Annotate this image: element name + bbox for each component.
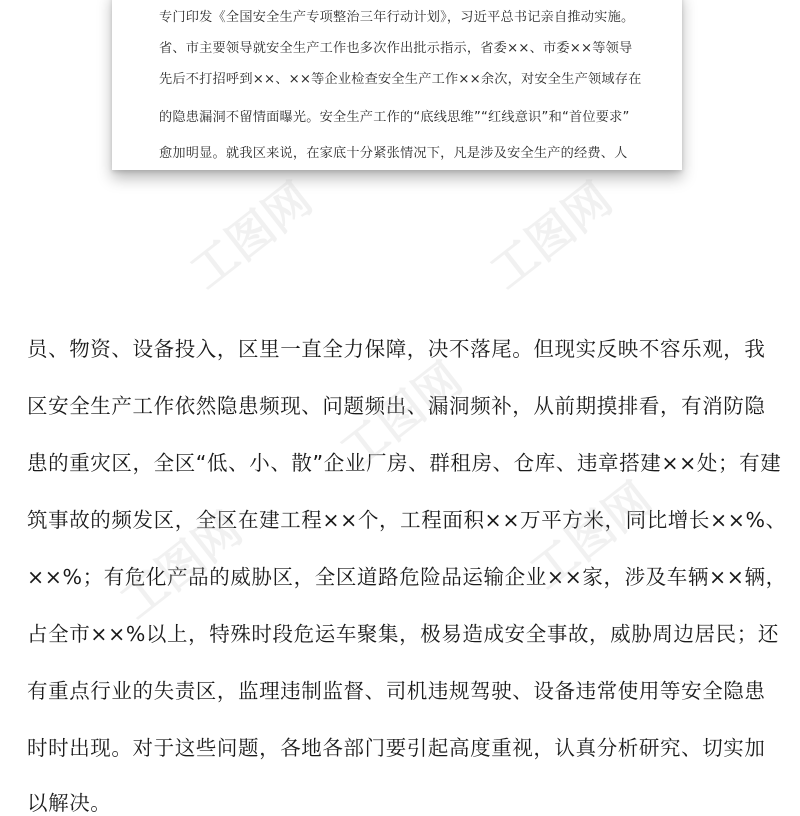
body-text-line: 筑事故的频发区，全区在建工程××个，工程面积××万平方米，同比增长××%、	[27, 508, 787, 532]
body-text-line: 区安全生产工作依然隐患频现、问题频出、漏洞频补，从前期摸排看，有消防隐	[27, 394, 766, 418]
card-text-line: 专门印发《全国安全生产专项整治三年行动计划》，习近平总书记亲自推动实施。	[159, 10, 635, 25]
body-text-line: 时时出现。对于这些问题，各地各部门要引起高度重视，认真分析研究、切实加	[27, 736, 766, 760]
body-text-line: 占全市××%以上，特殊时段危运车聚集，极易造成安全事故，威胁周边居民；还	[27, 622, 779, 646]
watermark: 工图网	[479, 171, 622, 300]
watermark: 工图网	[519, 471, 662, 600]
card-text-line: 省、市主要领导就安全生产工作也多次作出批示指示，省委××、市委××等领导	[159, 41, 633, 56]
body-text-line: ××%；有危化产品的威胁区，全区道路危险品运输企业××家，涉及车辆××辆，	[27, 565, 787, 589]
body-text-line: 患的重灾区，全区“低、小、散”企业厂房、群租房、仓库、违章搭建××处；有建	[27, 451, 782, 475]
watermark: 工图网	[109, 501, 252, 630]
body-text-line: 有重点行业的失责区，监理违制监督、司机违规驾驶、设备违常使用等安全隐患	[27, 679, 766, 703]
card-text-line: 愈加明显。就我区来说，在家底十分紧张情况下，凡是涉及安全生产的经费、人	[159, 146, 628, 161]
watermark: 工图网	[329, 351, 472, 480]
card-text-line: 的隐患漏洞不留情面曝光。安全生产工作的“底线思维”“红线意识”和“首位要求”	[159, 110, 630, 125]
card-text-line: 先后不打招呼到××、××等企业检查安全生产工作××余次，对安全生产领域存在	[159, 72, 642, 87]
body-text-line: 以解决。	[27, 791, 112, 815]
watermark: 工图网	[179, 171, 322, 300]
body-text-line: 员、物资、设备投入，区里一直全力保障，决不落尾。但现实反映不容乐观，我	[27, 337, 766, 361]
